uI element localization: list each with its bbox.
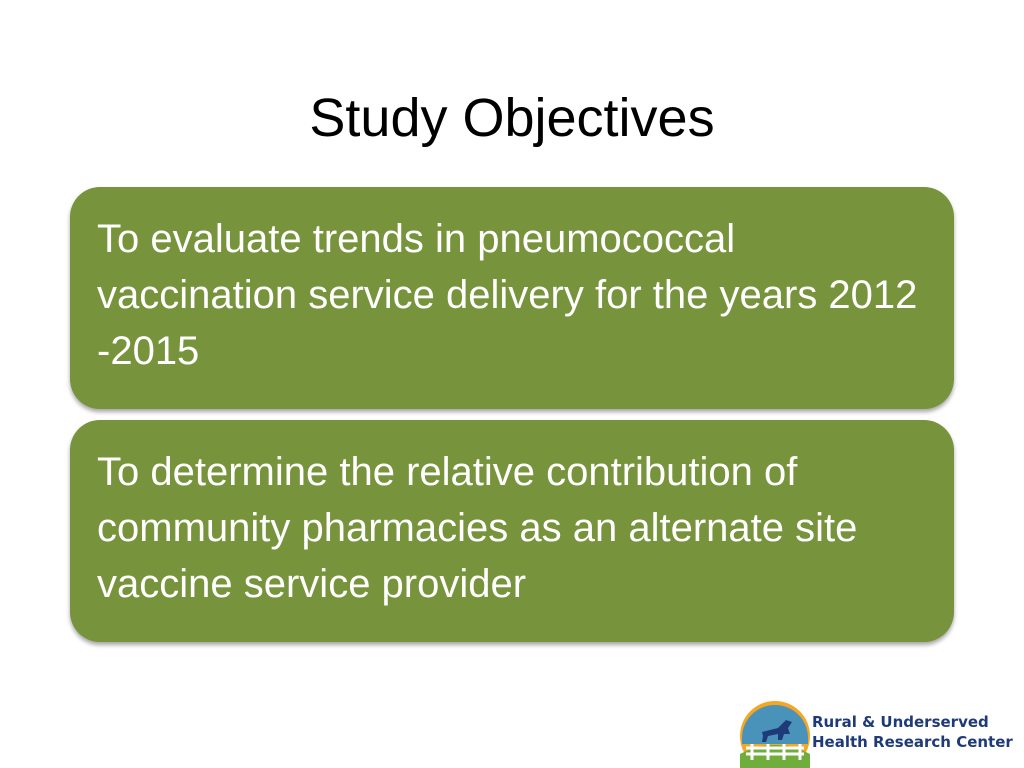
objective-box-1 [70,187,954,409]
logo-text [812,712,1013,752]
objective-text-2: To determine the relative contribution of community pharmacies as an alternate site vaccine service provider [97,450,858,606]
logo-text-line-1: Rural & Underserved [812,713,989,731]
objective-box-2 [70,420,954,642]
slide-title: Study Objectives [309,88,715,148]
objective-text-1: To evaluate trends in pneumococcal vaccination service delivery for the years 2012 -2015 [97,217,918,373]
logo-text-line-2: Health Research Center [812,733,1013,751]
